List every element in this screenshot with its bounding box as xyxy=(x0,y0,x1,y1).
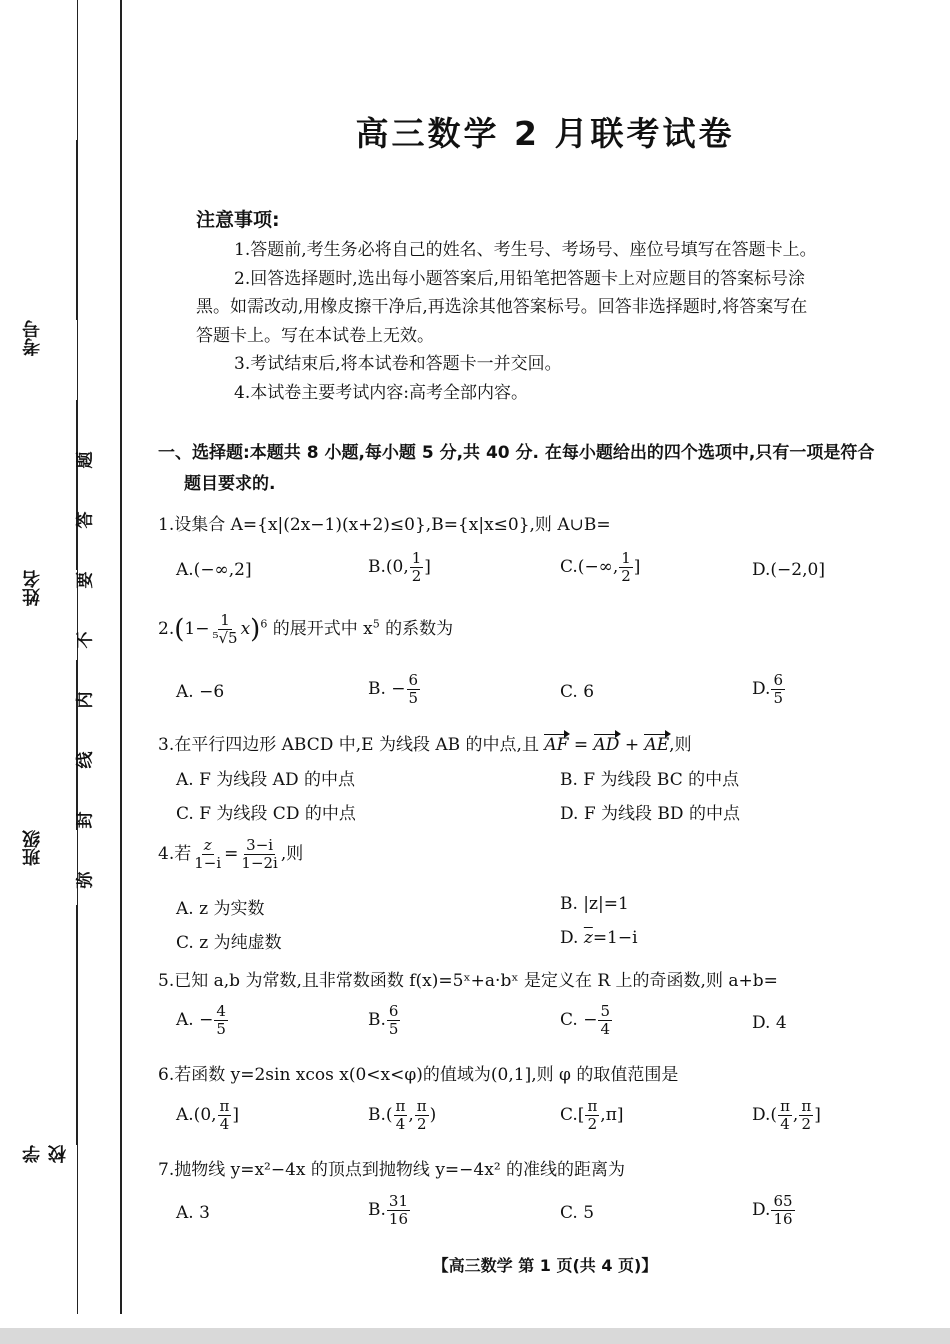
question-7-stem: 7.抛物线 y=x²−4x 的顶点到抛物线 y=−4x² 的准线的距离为 xyxy=(158,1160,626,1180)
var: x xyxy=(240,619,251,639)
side-underline xyxy=(76,660,77,830)
side-underline xyxy=(76,140,77,320)
paren: ) xyxy=(250,614,261,645)
note-item: 黑。如需改动,用橡皮擦干净后,再选涂其他答案标号。回答非选择题时,将答案写在 xyxy=(196,297,808,317)
denominator: ⁵√5 xyxy=(212,629,238,647)
fraction xyxy=(410,550,424,585)
q1-option-d: D.(−2,0] xyxy=(752,560,825,580)
opt-text: D.( xyxy=(752,1105,778,1125)
section-line: 一、选择题:本题共 8 小题,每小题 5 分,共 40 分. 在每小题给出的四个选项中,只有一项是符合 xyxy=(158,443,875,463)
denominator: 5 xyxy=(216,1020,226,1038)
notes-heading: 注意事项: xyxy=(196,209,280,231)
page-title: 高三数学 2 月联考试卷 xyxy=(355,114,735,153)
numerator: 3−i xyxy=(246,836,274,854)
q3-option-d: D. F 为线段 BD 的中点 xyxy=(560,804,740,824)
q3-option-a: A. F 为线段 AD 的中点 xyxy=(176,770,355,790)
denominator: 1−i xyxy=(194,854,222,872)
notes xyxy=(196,236,908,407)
expr: ,则 xyxy=(280,844,304,864)
scan-edge xyxy=(0,1328,950,1344)
opt-text: ] xyxy=(633,557,641,577)
q3-option-c: C. F 为线段 CD 的中点 xyxy=(176,804,356,824)
numerator: 1 xyxy=(411,549,422,567)
seal-char: 内 xyxy=(75,691,95,709)
note-item: 4.本试卷主要考试内容:高考全部内容。 xyxy=(234,382,528,403)
opt-text: D. xyxy=(752,679,771,699)
q2-option-c: C. 6 xyxy=(560,682,595,702)
q6-option-d xyxy=(752,1098,821,1133)
numerator: π xyxy=(395,1097,406,1115)
q1-option-a: A.(−∞,2] xyxy=(176,560,252,580)
q2-option-a: A. −6 xyxy=(176,682,225,702)
fraction xyxy=(210,612,239,647)
q5-option-a xyxy=(176,1003,229,1038)
fraction xyxy=(778,1098,792,1133)
expr: 4.若 xyxy=(158,844,192,864)
fraction xyxy=(771,1193,794,1228)
expr: = xyxy=(224,844,239,864)
opt-text: ] xyxy=(424,557,431,577)
seal-char: 不 xyxy=(75,631,95,649)
q1-option-b xyxy=(368,550,431,585)
numerator: 4 xyxy=(216,1002,226,1020)
conjugate: $\overline{z}$ xyxy=(583,928,593,948)
numerator: π xyxy=(416,1097,427,1115)
side-field-name xyxy=(20,390,80,630)
numerator: 6 xyxy=(773,671,783,689)
denominator: 4 xyxy=(395,1115,406,1133)
seal-char: 线 xyxy=(75,751,95,769)
numerator: 65 xyxy=(773,1192,793,1210)
q4-option-d xyxy=(560,928,638,948)
side-underline xyxy=(76,400,77,570)
denominator: 1−2i xyxy=(241,854,278,872)
seal-notice xyxy=(75,430,114,910)
side-label: 班级 xyxy=(22,830,43,866)
vector: AD xyxy=(593,735,620,755)
question-5-stem: 5.已知 a,b 为常数,且非常数函数 f(x)=5ˣ+a·bˣ 是定义在 R 上的奇函数,则 a+b= xyxy=(158,971,778,991)
side-label: 姓名 xyxy=(22,570,43,606)
denominator: 2 xyxy=(411,567,422,585)
numerator: π xyxy=(587,1097,598,1115)
exponent: 5 xyxy=(372,617,380,631)
expr: 的展开式中 x xyxy=(267,619,373,639)
q7-option-a: A. 3 xyxy=(176,1203,210,1223)
paren: ( xyxy=(174,614,185,645)
page-footer: 【高三数学 第 1 页(共 4 页)】 xyxy=(432,1256,658,1275)
vector: AE xyxy=(644,735,670,755)
denominator: 4 xyxy=(780,1115,790,1133)
section-line: 题目要求的. xyxy=(184,474,276,494)
fraction xyxy=(239,837,279,872)
fraction xyxy=(585,1098,599,1133)
opt-text: ) xyxy=(429,1105,437,1125)
seal-char: 题 xyxy=(75,451,95,469)
q2-option-b xyxy=(368,672,421,707)
fraction xyxy=(799,1098,813,1133)
denominator: 5 xyxy=(388,1020,399,1038)
opt-text: C.(−∞, xyxy=(560,557,619,577)
seal-char: 答 xyxy=(75,511,95,529)
opt-text: B. xyxy=(368,1010,386,1030)
note-item: 2.回答选择题时,选出每小题答案后,用铅笔把答题卡上对应题目的答案标号涂 xyxy=(234,268,806,289)
fraction xyxy=(192,837,223,872)
note-item: 3.考试结束后,将本试卷和答题卡一并交回。 xyxy=(234,354,562,374)
fraction xyxy=(771,672,785,707)
opt-text: C. − xyxy=(560,1010,598,1030)
expr: ,则 xyxy=(669,735,692,755)
denominator: 2 xyxy=(416,1115,427,1133)
numerator: z xyxy=(203,836,212,854)
fraction xyxy=(218,1098,232,1133)
q7-option-c: C. 5 xyxy=(560,1203,595,1223)
numerator: π xyxy=(219,1097,230,1115)
opt-text: B.(0, xyxy=(368,557,409,577)
binding-line-inner xyxy=(120,0,122,1314)
opt-text: ,π] xyxy=(600,1105,624,1125)
q1-option-c xyxy=(560,550,640,585)
opt-text: D. xyxy=(752,1200,771,1220)
denominator: 4 xyxy=(600,1020,610,1038)
q4-option-c: C. z 为纯虚数 xyxy=(176,933,282,953)
opt-text: B. xyxy=(368,1200,386,1220)
q5-option-c xyxy=(560,1003,613,1038)
numerator: 31 xyxy=(388,1192,408,1210)
side-label: 考号 xyxy=(22,320,43,356)
numerator: 1 xyxy=(621,549,631,567)
question-2-stem xyxy=(158,612,453,647)
exponent: 6 xyxy=(260,617,268,631)
denominator: 5 xyxy=(408,689,419,707)
denominator: 2 xyxy=(621,567,631,585)
question-3-stem: 3.在平行四边形 ABCD 中,E 为线段 AB 的中点,且 AF = AD + AE,则 xyxy=(158,735,692,755)
note-item: 1.答题前,考生务必将自己的姓名、考生号、考场号、座位号填写在答题卡上。 xyxy=(234,240,817,260)
q3-option-b: B. F 为线段 BC 的中点 xyxy=(560,770,740,790)
fraction xyxy=(598,1003,612,1038)
q2-option-d xyxy=(752,672,786,707)
numerator: π xyxy=(780,1097,790,1115)
opt-text: ] xyxy=(814,1105,821,1125)
numerator: 1 xyxy=(220,611,230,629)
opt-text: , xyxy=(792,1105,799,1125)
q6-option-b xyxy=(368,1098,436,1133)
opt-text: B.( xyxy=(368,1105,393,1125)
opt-text: C.[ xyxy=(560,1105,585,1125)
q6-option-a xyxy=(176,1098,239,1133)
q6-option-c xyxy=(560,1098,624,1133)
expr: 1− xyxy=(184,619,210,639)
note-item: 答题卡上。写在本试卷上无效。 xyxy=(196,325,434,346)
side-label: 学校 xyxy=(22,1145,69,1163)
q7-option-d xyxy=(752,1193,796,1228)
fraction xyxy=(619,550,633,585)
expr: 的系数为 xyxy=(379,619,454,639)
side-underline xyxy=(76,905,77,1145)
denominator: 2 xyxy=(587,1115,598,1133)
vector: AF xyxy=(544,735,569,755)
q5-option-b xyxy=(368,1003,401,1038)
fraction xyxy=(214,1003,228,1038)
seal-char: 弥 xyxy=(75,871,95,889)
question-4-stem xyxy=(158,837,303,872)
question-1-stem: 1.设集合 A={x|(2x−1)(x+2)≤0},B={x|x≤0},则 A∪B= xyxy=(158,515,611,535)
opt-text: D. xyxy=(560,928,584,948)
opt-text: B. − xyxy=(368,679,406,699)
opt-text: A.(0, xyxy=(176,1105,217,1125)
fraction xyxy=(387,1003,401,1038)
expr: 3.在平行四边形 ABCD 中,E 为线段 AB 的中点,且 xyxy=(158,735,545,755)
q7-option-b xyxy=(368,1193,411,1228)
q4-option-a: A. z 为实数 xyxy=(176,899,265,919)
question-6-stem: 6.若函数 y=2sin xcos x(0<x<φ)的值域为(0,1],则 φ 的取值范围是 xyxy=(158,1065,679,1085)
opt-text: A. − xyxy=(176,1010,214,1030)
q4-option-b: B. |z|=1 xyxy=(560,894,629,914)
numerator: 6 xyxy=(388,1002,399,1020)
seal-char: 封 xyxy=(75,811,95,829)
denominator: 4 xyxy=(219,1115,230,1133)
denominator: 16 xyxy=(773,1210,793,1228)
section-heading xyxy=(158,438,918,500)
fraction xyxy=(415,1098,429,1133)
fraction xyxy=(387,1193,410,1228)
opt-text: =1−i xyxy=(592,928,638,948)
opt-text: , xyxy=(408,1105,414,1125)
q-num: 2. xyxy=(158,619,175,639)
numerator: 6 xyxy=(408,671,419,689)
fraction xyxy=(407,672,421,707)
denominator: 2 xyxy=(801,1115,812,1133)
side-field-class xyxy=(20,650,80,890)
q5-option-d: D. 4 xyxy=(752,1013,787,1033)
seal-char: 要 xyxy=(75,571,95,589)
denominator: 5 xyxy=(773,689,783,707)
side-field-school xyxy=(20,905,80,1163)
numerator: 5 xyxy=(600,1002,610,1020)
opt-text: ] xyxy=(232,1105,240,1125)
numerator: π xyxy=(801,1097,812,1115)
denominator: 16 xyxy=(388,1210,408,1228)
side-field-exam-number xyxy=(20,130,80,370)
fraction xyxy=(394,1098,408,1133)
